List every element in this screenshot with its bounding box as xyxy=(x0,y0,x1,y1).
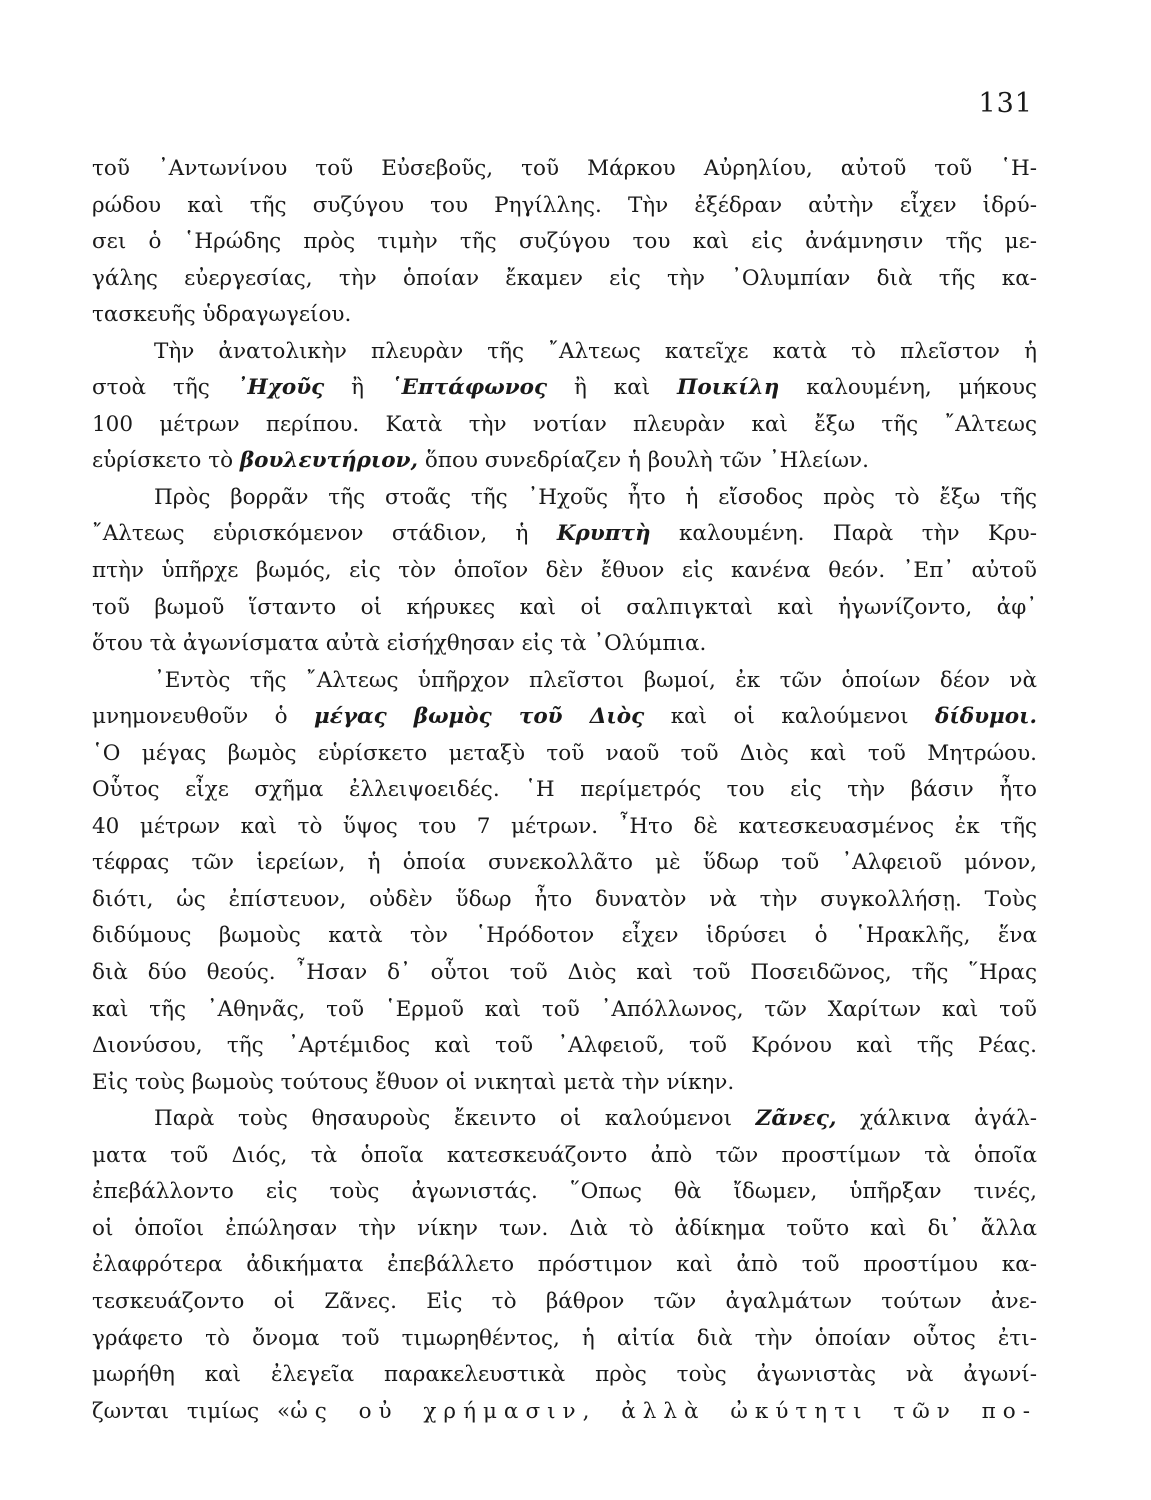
text-line: γάλης εὐεργεσίας, τὴν ὁποίαν ἔκαμεν εἰς τὴν ᾿Ολυμπίαν διὰ τῆς κα- xyxy=(92,265,1037,291)
text-line: σει ὁ ῾Ηρώδης πρὸς τιμὴν τῆς συζύγου του καὶ εἰς ἀνάμνησιν τῆς με- xyxy=(92,229,1037,255)
text-line: 40 μέτρων καὶ τὸ ὕψος του 7 μέτρων. ῏Ητο δὲ κατεσκευασμένος ἐκ τῆς xyxy=(92,813,1037,839)
emphasized-term: Ποικίλη xyxy=(677,375,780,401)
text-line: διότι, ὡς ἐπίστευον, οὐδὲν ὕδωρ ἦτο δυνατὸν νὰ τὴν συγκολλήσῃ. Τοὺς xyxy=(92,886,1037,912)
paragraph-start-line: ᾿Εντὸς τῆς ῎Αλτεως ὑπῆρχον πλεῖστοι βωμοί, ἐκ τῶν ὁποίων δέον νὰ xyxy=(154,667,1037,693)
text-line: ἐλαφρότερα ἀδικήματα ἐπεβάλλετο πρόστιμον καὶ ἀπὸ τοῦ προστίμου κα- xyxy=(92,1252,1037,1278)
emphasized-term: ῾Επτάφωνος xyxy=(390,375,548,401)
text-line: 100 μέτρων περίπου. Κατὰ τὴν νοτίαν πλευρὰν καὶ ἔξω τῆς ῎Αλτεως xyxy=(92,411,1037,437)
emphasized-term: μέγας βωμὸς τοῦ Διὸς xyxy=(314,704,645,730)
text-line: πτὴν ὑπῆρχε βωμός, εἰς τὸν ὁποῖον δὲν ἔθυον εἰς κανένα θεόν. ᾿Επ᾿ αὐτοῦ xyxy=(92,558,1037,584)
text-line: ἐπεβάλλοντο εἰς τοὺς ἀγωνιστάς. ῞Οπως θὰ ἴδωμεν, ὑπῆρξαν τινές, xyxy=(92,1179,1037,1205)
emphasized-term: ᾿Ηχοῦς xyxy=(236,375,325,401)
page-number: 131 xyxy=(978,88,1033,119)
spaced-quotation: ὡς οὐ χρήμασιν, ἀλλὰ ὠκύτητι τῶν πο- xyxy=(290,1398,1037,1424)
text-line: οἱ ὁποῖοι ἐπώλησαν τὴν νίκην των. Διὰ τὸ ἀδίκημα τοῦτο καὶ δι᾿ ἄλλα xyxy=(92,1215,1037,1241)
paragraph-start-line: Τὴν ἀνατολικὴν πλευρὰν τῆς ῎Αλτεως κατεῖχε κατὰ τὸ πλεῖστον ἡ xyxy=(154,338,1037,364)
text-line: ῎Αλτεως εὑρισκόμενον στάδιον, ἡ Κρυπτὴ καλουμένη. Παρὰ τὴν Κρυ- xyxy=(92,521,1037,547)
text-line: τασκευῆς ὑδραγωγείου. xyxy=(92,302,352,328)
paragraph-start-line: Πρὸς βορρᾶν τῆς στοᾶς τῆς ᾿Ηχοῦς ἦτο ἡ εἴσοδος πρὸς τὸ ἔξω τῆς xyxy=(154,484,1037,510)
body-text xyxy=(92,151,1037,1430)
paragraph-start-line: Παρὰ τοὺς θησαυροὺς ἔκειντο οἱ καλούμενοι Ζᾶνες, χάλκινα ἀγάλ- xyxy=(154,1106,1037,1132)
text-line: διὰ δύο θεούς. ῏Ησαν δ᾿ οὗτοι τοῦ Διὸς καὶ τοῦ Ποσειδῶνος, τῆς ῞Ηρας xyxy=(92,960,1037,986)
text-line: Διονύσου, τῆς ᾿Αρτέμιδος καὶ τοῦ ᾿Αλφειοῦ, τοῦ Κρόνου καὶ τῆς Ρέας. xyxy=(92,1033,1037,1059)
text-line: στοὰ τῆς ᾿Ηχοῦς ἢ ῾Επτάφωνος ἢ καὶ Ποικίλη καλουμένη, μήκους xyxy=(92,375,1037,401)
text-line: ὅτου τὰ ἀγωνίσματα αὐτὰ εἰσήχθησαν εἰς τὰ ᾿Ολύμπια. xyxy=(92,631,707,657)
text-line: διδύμους βωμοὺς κατὰ τὸν ῾Ηρόδοτον εἶχεν ἱδρύσει ὁ ῾Ηρακλῆς, ἕνα xyxy=(92,923,1037,949)
text-line: Εἰς τοὺς βωμοὺς τούτους ἔθυον οἱ νικηταὶ μετὰ τὴν νίκην. xyxy=(92,1069,735,1095)
text-line: τέφρας τῶν ἱερείων, ἡ ὁποία συνεκολλᾶτο μὲ ὕδωρ τοῦ ᾿Αλφειοῦ μόνον, xyxy=(92,850,1037,876)
emphasized-term: Κρυπτὴ xyxy=(556,521,651,547)
text-line: ματα τοῦ Διός, τὰ ὁποῖα κατεσκευάζοντο ἀπὸ τῶν προστίμων τὰ ὁποῖα xyxy=(92,1142,1037,1168)
text-line: Οὗτος εἶχε σχῆμα ἐλλειψοειδές. ῾Η περίμετρός του εἰς τὴν βάσιν ἦτο xyxy=(92,777,1037,803)
text-line: ζωνται τιμίως «ὡς οὐ χρήμασιν, ἀλλὰ ὠκύτητι τῶν πο- xyxy=(92,1398,1037,1424)
text-line: εὑρίσκετο τὸ βουλευτήριον, ὅπου συνεδρίαζεν ἡ βουλὴ τῶν ᾿Ηλείων. xyxy=(92,448,869,474)
emphasized-term: Ζᾶνες, xyxy=(755,1106,837,1132)
text-line: ῾Ο μέγας βωμὸς εὑρίσκετο μεταξὺ τοῦ ναοῦ τοῦ Διὸς καὶ τοῦ Μητρώου. xyxy=(92,740,1037,766)
text-line: μωρήθη καὶ ἐλεγεῖα παρακελευστικὰ πρὸς τοὺς ἀγωνιστὰς νὰ ἀγωνί- xyxy=(92,1362,1037,1388)
text-line: τοῦ ᾿Αντωνίνου τοῦ Εὐσεβοῦς, τοῦ Μάρκου Αὐρηλίου, αὐτοῦ τοῦ ῾Η- xyxy=(92,156,1037,181)
text-line: μνημονευθοῦν ὁ μέγας βωμὸς τοῦ Διὸς καὶ οἱ καλούμενοι δίδυμοι. xyxy=(92,704,1037,730)
emphasized-term: βουλευτήριον, xyxy=(239,448,419,474)
emphasized-term: δίδυμοι. xyxy=(935,704,1037,730)
text-line: τοῦ βωμοῦ ἵσταντο οἱ κήρυκες καὶ οἱ σαλπιγκταὶ καὶ ἠγωνίζοντο, ἀφ᾿ xyxy=(92,594,1037,620)
text-line: καὶ τῆς ᾿Αθηνᾶς, τοῦ ῾Ερμοῦ καὶ τοῦ ᾿Απόλλωνος, τῶν Χαρίτων καὶ τοῦ xyxy=(92,996,1037,1022)
text-line: γράφετο τὸ ὄνομα τοῦ τιμωρηθέντος, ἡ αἰτία διὰ τὴν ὁποίαν οὗτος ἐτι- xyxy=(92,1325,1037,1351)
text-line: ρώδου καὶ τῆς συζύγου του Ρηγίλλης. Τὴν ἐξέδραν αὐτὴν εἶχεν ἱδρύ- xyxy=(92,192,1037,218)
text-line: τεσκευάζοντο οἱ Ζᾶνες. Εἰς τὸ βάθρον τῶν ἀγαλμάτων τούτων ἀνε- xyxy=(92,1288,1037,1314)
